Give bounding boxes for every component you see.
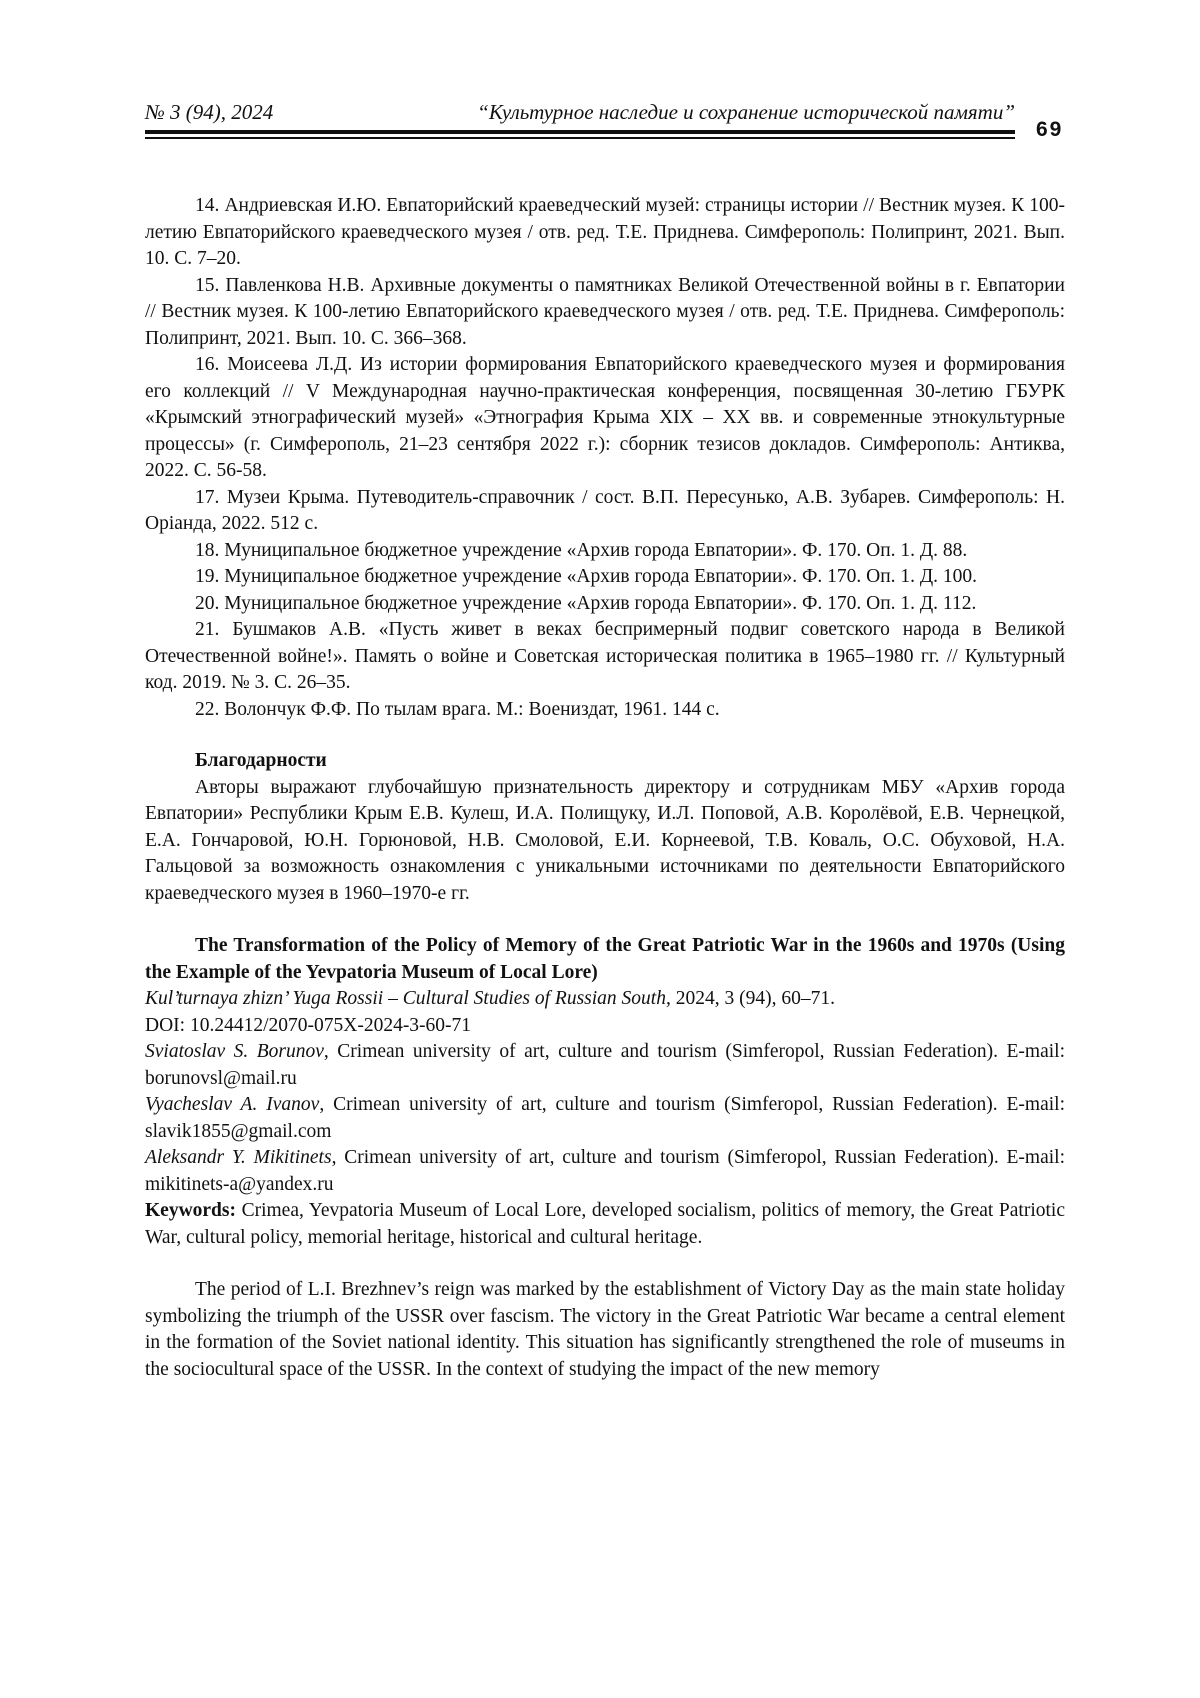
author-entry: [145, 1039, 1065, 1092]
author-name: Aleksandr Y. Mikitinets: [145, 1147, 332, 1168]
keywords-label: Keywords:: [145, 1200, 236, 1221]
page-number: 69: [1036, 118, 1064, 141]
acknowledgments-title: Благодарности: [195, 750, 327, 771]
citation: [145, 986, 1065, 1013]
acknowledgments-text: Авторы выражают глубочайшую признательность директору и сотрудникам МБУ «Архив города Евпатории» Республики Крым Е.В. Кулеш, И.А. Полищуку, И.Л. Поповой, А.В. Королёвой, Е.В. Чернецкой, Е.А. Гончаровой, Ю.Н. Горюновой, Н.В. Смоловой, Е.И. Корнеевой, Т.В. Коваль, О.С. Обуховой, Н.А. Гальцовой за возможность ознакомления с уникальными источниками по деятельности Евпаторийского краеведческого музея в 1960–1970-е гг.: [145, 776, 1065, 904]
header-rule-thick: [145, 130, 1015, 134]
journal-title: “Культурное наследие и сохранение исторической памяти”: [477, 100, 1015, 124]
author-details: , Crimean university of art, culture and tourism (Simferopol, Russian Federation). E-mail: mikitinets-a@yandex.ru: [145, 1147, 1065, 1195]
reference-item: 20. Муниципальное бюджетное учреждение «Архив города Евпатории». Ф. 170. Оп. 1. Д. 112.: [195, 592, 977, 614]
author-entry: [145, 1145, 1065, 1198]
reference-item: 22. Волончук Ф.Ф. По тылам врага. М.: Воениздат, 1961. 144 с.: [195, 698, 720, 720]
citation-journal: Kul’turnaya zhizn’ Yuga Rossii – Cultural Studies of Russian South,: [145, 988, 671, 1009]
author-name: Vyacheslav A. Ivanov: [145, 1094, 320, 1115]
reference-item: 19. Муниципальное бюджетное учреждение «Архив города Евпатории». Ф. 170. Оп. 1. Д. 100.: [195, 566, 978, 587]
reference-list: [145, 193, 1065, 723]
author-entry: [145, 1092, 1065, 1145]
reference-item: 18. Муниципальное бюджетное учреждение «Архив города Евпатории». Ф. 170. Оп. 1. Д. 88.: [195, 539, 968, 561]
page-content: [145, 193, 1065, 1383]
author-details: , Crimean university of art, culture and tourism (Simferopol, Russian Federation). E-mail: slavik1855@gmail.com: [145, 1094, 1065, 1142]
header-rule-thin: [145, 137, 1015, 139]
english-article-title: The Transformation of the Policy of Memory of the Great Patriotic War in the 1960s and 1970s (Using the Example of the Yevpatoria Museum of Local Lore): [145, 935, 1065, 983]
keywords-list: Crimea, Yevpatoria Museum of Local Lore, developed socialism, politics of memory, the Great Patriotic War, cultural policy, memorial heritage, historical and cultural heritage.: [145, 1200, 1065, 1248]
reference-item: 17. Музеи Крыма. Путеводитель-справочник / сост. В.П. Пересунько, А.В. Зубарев. Симферополь: Н. Орiанда, 2022. 512 с.: [145, 486, 1065, 534]
issue-number: № 3 (94), 2024: [145, 100, 274, 124]
doi: DOI: 10.24412/2070-075X-2024-3-60-71: [145, 1014, 472, 1036]
reference-item: 21. Бушмаков А.В. «Пусть живет в веках беспримерный подвиг советского народа в Великой Отечественной войне!». Память о войне и Советская историческая политика в 1965–1980 гг. // Культурный код. 2019. № 3. С. 26–35.: [145, 619, 1065, 693]
reference-item: 16. Моисеева Л.Д. Из истории формирования Евпаторийского краеведческого музея и формирования его коллекций // V Международная научно-практическая конференция, посвященная 30-летию ГБУРК «Крымский этнографический музей» «Этнография Крыма XIX – XX вв. и современные этнокультурные процессы» (г. Симферополь, 21–23 сентября 2022 г.): сборник тезисов докладов. Симферополь: Антиква, 2022. С. 56-58.: [145, 354, 1065, 481]
author-name: Sviatoslav S. Borunov: [145, 1041, 324, 1062]
running-header: [145, 100, 1015, 125]
body-paragraph: The period of L.I. Brezhnev’s reign was marked by the establishment of Victory Day as the main state holiday symbolizing the triumph of the USSR over fascism. The victory in the Great Patriotic War became a central element in the formation of the Soviet national identity. This situation has significantly strengthened the role of museums in the sociocultural space of the USSR. In the context of studying the impact of the new memory: [145, 1279, 1065, 1380]
reference-item: 15. Павленкова Н.В. Архивные документы о памятниках Великой Отечественной войны в г. Евпатории // Вестник музея. К 100-летию Евпаторийского краеведческого музея / отв. ред. Т.Е. Приднева. Симферополь: Полипринт, 2021. Вып. 10. С. 366–368.: [145, 274, 1065, 349]
citation-issue: 2024, 3 (94), 60–71.: [670, 988, 835, 1009]
keywords: [145, 1198, 1065, 1251]
reference-item: 14. Андриевская И.Ю. Евпаторийский краеведческий музей: страницы истории // Вестник музея. К 100-летию Евпаторийского краеведческого музея / отв. ред. Т.Е. Приднева. Симферополь: Полипринт, 2021. Вып. 10. С. 7–20.: [145, 195, 1065, 269]
author-details: , Crimean university of art, culture and tourism (Simferopol, Russian Federation). E-mail: borunovsl@mail.ru: [145, 1041, 1065, 1089]
